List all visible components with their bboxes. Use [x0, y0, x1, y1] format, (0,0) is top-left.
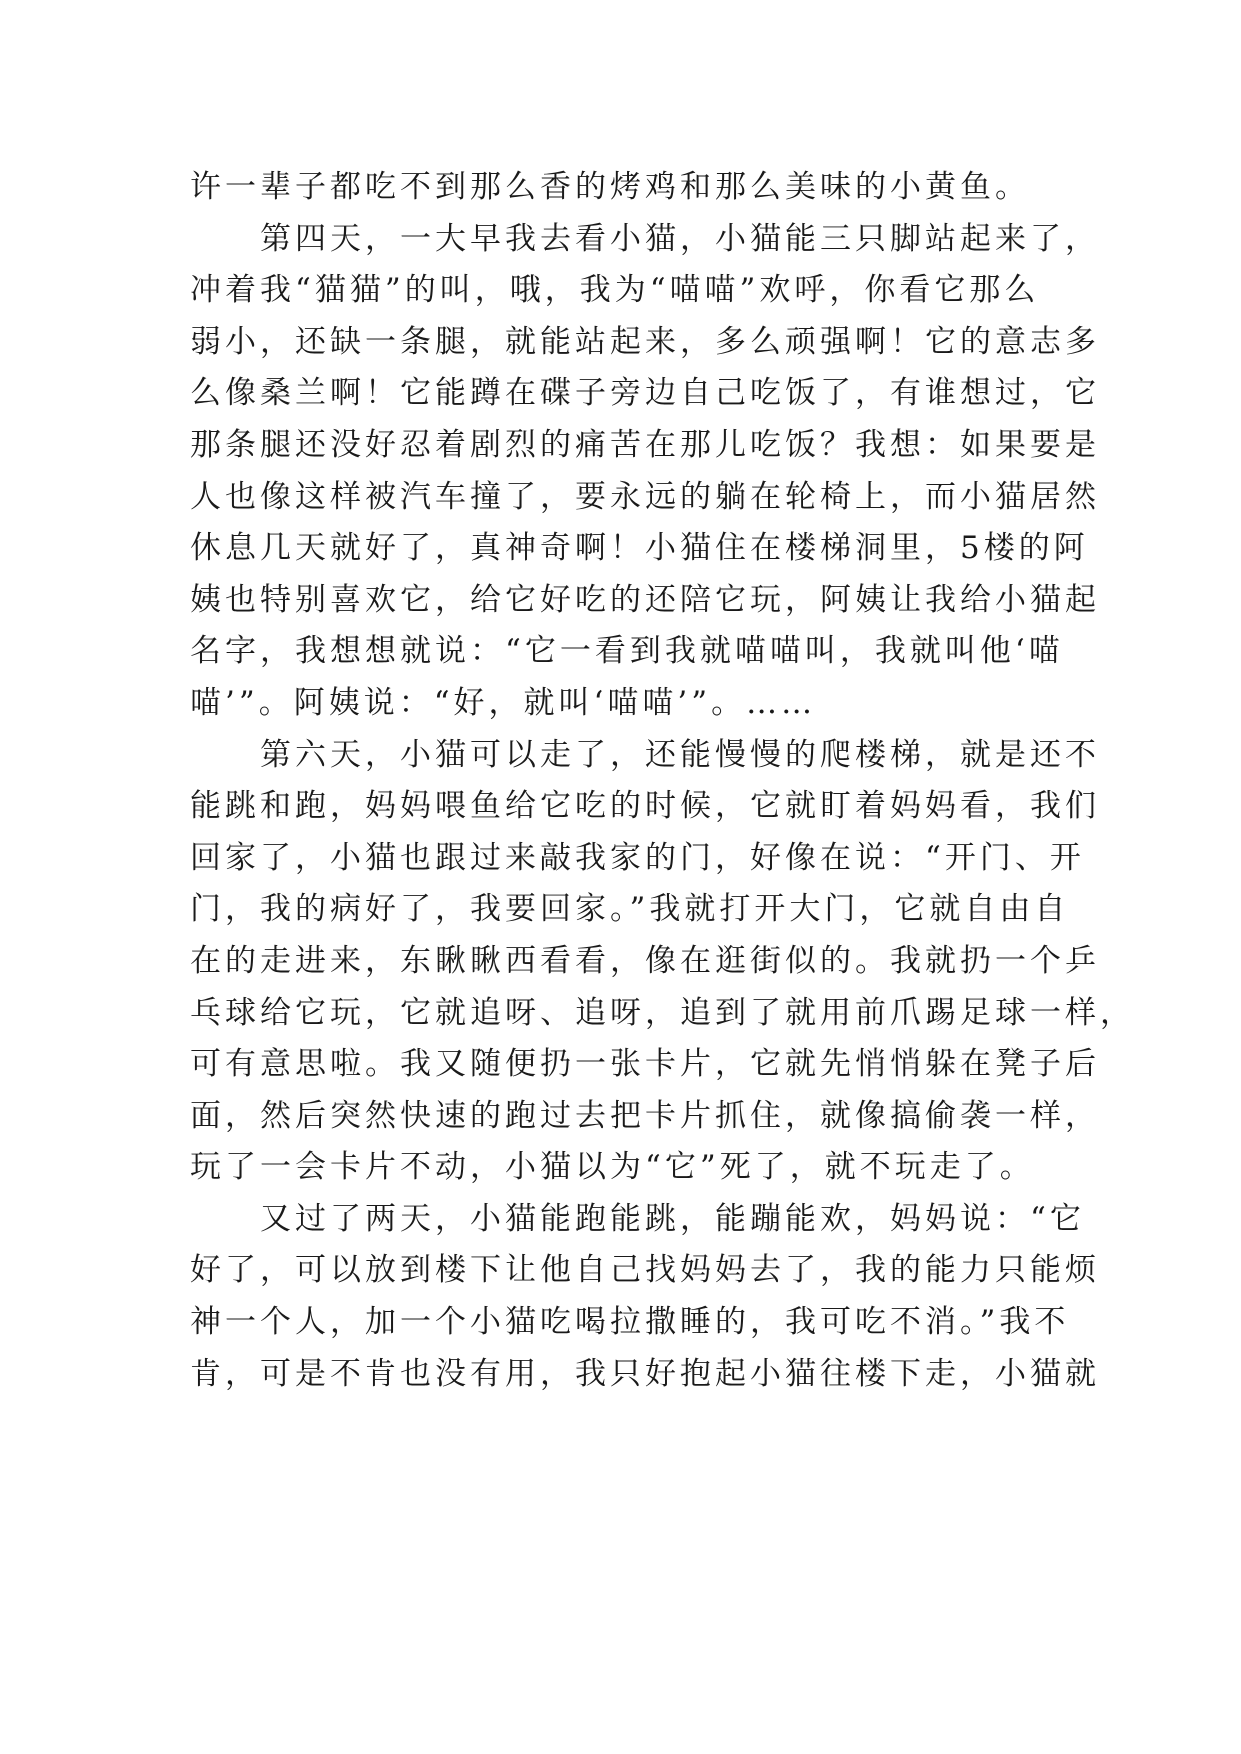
text-line: 可有意思啦。我又随便扔一张卡片，它就先悄悄躲在凳子后 [190, 1046, 1100, 1083]
text-line: 姨也特别喜欢它，给它好吃的还陪它玩，阿姨让我给小猫起 [190, 581, 1100, 618]
text-line: 肯，可是不肯也没有用，我只好抱起小猫往楼下走，小猫就 [190, 1355, 1100, 1392]
text-line: 许一辈子都吃不到那么香的烤鸡和那么美味的小黄鱼。 [190, 169, 1030, 205]
text-line: 门，我的病好了，我要回家。”我就打开大门，它就自由自 [190, 891, 1070, 928]
text-line: 名字，我想想就说：“它一看到我就喵喵叫，我就叫他‘喵 [190, 633, 1064, 670]
text-line: 冲着我“猫猫”的叫，哦，我为“喵喵”欢呼，你看它那么 [190, 272, 1040, 309]
paragraph-first-line: 又过了两天，小猫能跑能跳，能蹦能欢，妈妈说：“它 [260, 1200, 1085, 1237]
text-line: 乓球给它玩，它就追呀、追呀，追到了就用前爪踢足球一样， [190, 994, 1135, 1031]
text-line: 弱小，还缺一条腿，就能站起来，多么顽强啊！它的意志多 [190, 323, 1100, 360]
text-line: 喵’”。阿姨说：“好，就叫‘喵喵’”。…… [190, 684, 817, 721]
text-line: 神一个人，加一个小猫吃喝拉撒睡的，我可吃不消。”我不 [190, 1304, 1070, 1341]
text-line: 好了，可以放到楼下让他自己找妈妈去了，我的能力只能烦 [190, 1252, 1100, 1289]
text-line: 人也像这样被汽车撞了，要永远的躺在轮椅上，而小猫居然 [190, 478, 1100, 515]
document-text-body [190, 162, 1135, 1400]
paragraph-first-line: 第四天，一大早我去看小猫，小猫能三只脚站起来了， [260, 220, 1100, 257]
paragraph-first-line: 第六天，小猫可以走了，还能慢慢的爬楼梯，就是还不 [260, 736, 1100, 773]
text-line: 那条腿还没好忍着剧烈的痛苦在那儿吃饭？我想：如果要是 [190, 426, 1100, 463]
text-line: 能跳和跑，妈妈喂鱼给它吃的时候，它就盯着妈妈看，我们 [190, 788, 1100, 825]
text-line: 面，然后突然快速的跑过去把卡片抓住，就像搞偷袭一样， [190, 1097, 1100, 1134]
text-line: 休息几天就好了，真神奇啊！小猫住在楼梯洞里，5楼的阿 [190, 530, 1089, 567]
text-line: 么像桑兰啊！它能蹲在碟子旁边自己吃饭了，有谁想过，它 [190, 375, 1100, 412]
text-line: 回家了，小猫也跟过来敲我家的门，好像在说：“开门、开 [190, 839, 1085, 876]
text-line: 玩了一会卡片不动，小猫以为“它”死了，就不玩走了。 [190, 1149, 1035, 1186]
text-line: 在的走进来，东瞅瞅西看看，像在逛街似的。我就扔一个乒 [190, 942, 1100, 979]
